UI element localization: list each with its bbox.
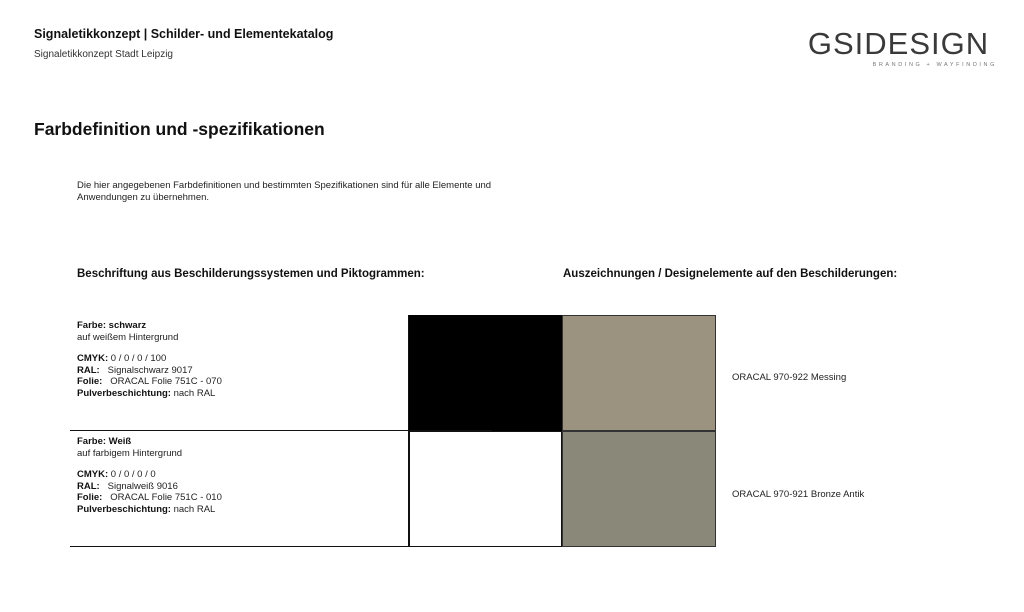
table-bottom-line [70, 546, 492, 547]
color-context: auf weißem Hintergrund [77, 331, 179, 343]
cmyk-label: CMYK: [77, 353, 109, 364]
table-divider [70, 430, 492, 431]
bronze-antik-swatch [562, 431, 716, 547]
color-spec-black [77, 320, 397, 399]
ral-value: Signalweiß 9016 [107, 480, 178, 492]
color-name: Farbe: Weiß [77, 436, 132, 447]
color-spec-white [77, 436, 397, 515]
ral-label: RAL: [77, 364, 100, 376]
intro-text: Die hier angegebenen Farbdefinitionen und bestimmten Spezifikationen sind für alle Elemente und Anwendungen zu übernehmen. [77, 180, 492, 203]
color-context: auf farbigem Hintergrund [77, 447, 183, 459]
logo-wordmark: GSIDESIGN [807, 26, 990, 61]
left-section-heading: Beschriftung aus Beschilderungssystemen und Piktogrammen: [77, 268, 425, 280]
page-title: Farbdefinition und -spezifikationen [34, 119, 325, 139]
folie-value: ORACAL Folie 751C - 070 [110, 376, 222, 387]
pulver-label: Pulverbeschichtung: [77, 387, 171, 399]
color-spec-table [70, 315, 492, 547]
table-divider-vertical [408, 315, 409, 547]
header-subtitle: Signaletikkonzept Stadt Leipzig [34, 49, 173, 60]
gsi-design-logo [800, 28, 997, 72]
cmyk-label: CMYK: [77, 469, 109, 480]
folie-value: ORACAL Folie 751C - 010 [110, 492, 222, 503]
pulver-label: Pulverbeschichtung: [77, 503, 171, 515]
ral-value: Signalschwarz 9017 [107, 364, 193, 376]
right-section-heading: Auszeichnungen / Designelemente auf den Beschilderungen: [563, 268, 898, 280]
bronze-antik-label: ORACAL 970-921 Bronze Antik [732, 489, 865, 500]
folie-label: Folie: [77, 492, 103, 503]
folie-label: Folie: [77, 376, 103, 387]
pulver-value: nach RAL [173, 387, 216, 399]
header-title: Signaletikkonzept | Schilder- und Elementekatalog [34, 27, 334, 41]
black-swatch [409, 315, 562, 431]
white-swatch [409, 431, 562, 547]
ral-label: RAL: [77, 480, 100, 492]
messing-label: ORACAL 970-922 Messing [732, 372, 847, 383]
pulver-value: nach RAL [173, 503, 216, 515]
cmyk-value: 0 / 0 / 0 / 100 [110, 353, 167, 364]
messing-swatch [562, 315, 716, 431]
cmyk-value: 0 / 0 / 0 / 0 [110, 469, 156, 480]
color-name: Farbe: schwarz [77, 320, 147, 331]
logo-tagline: BRANDING + WAYFINDING [872, 62, 997, 68]
